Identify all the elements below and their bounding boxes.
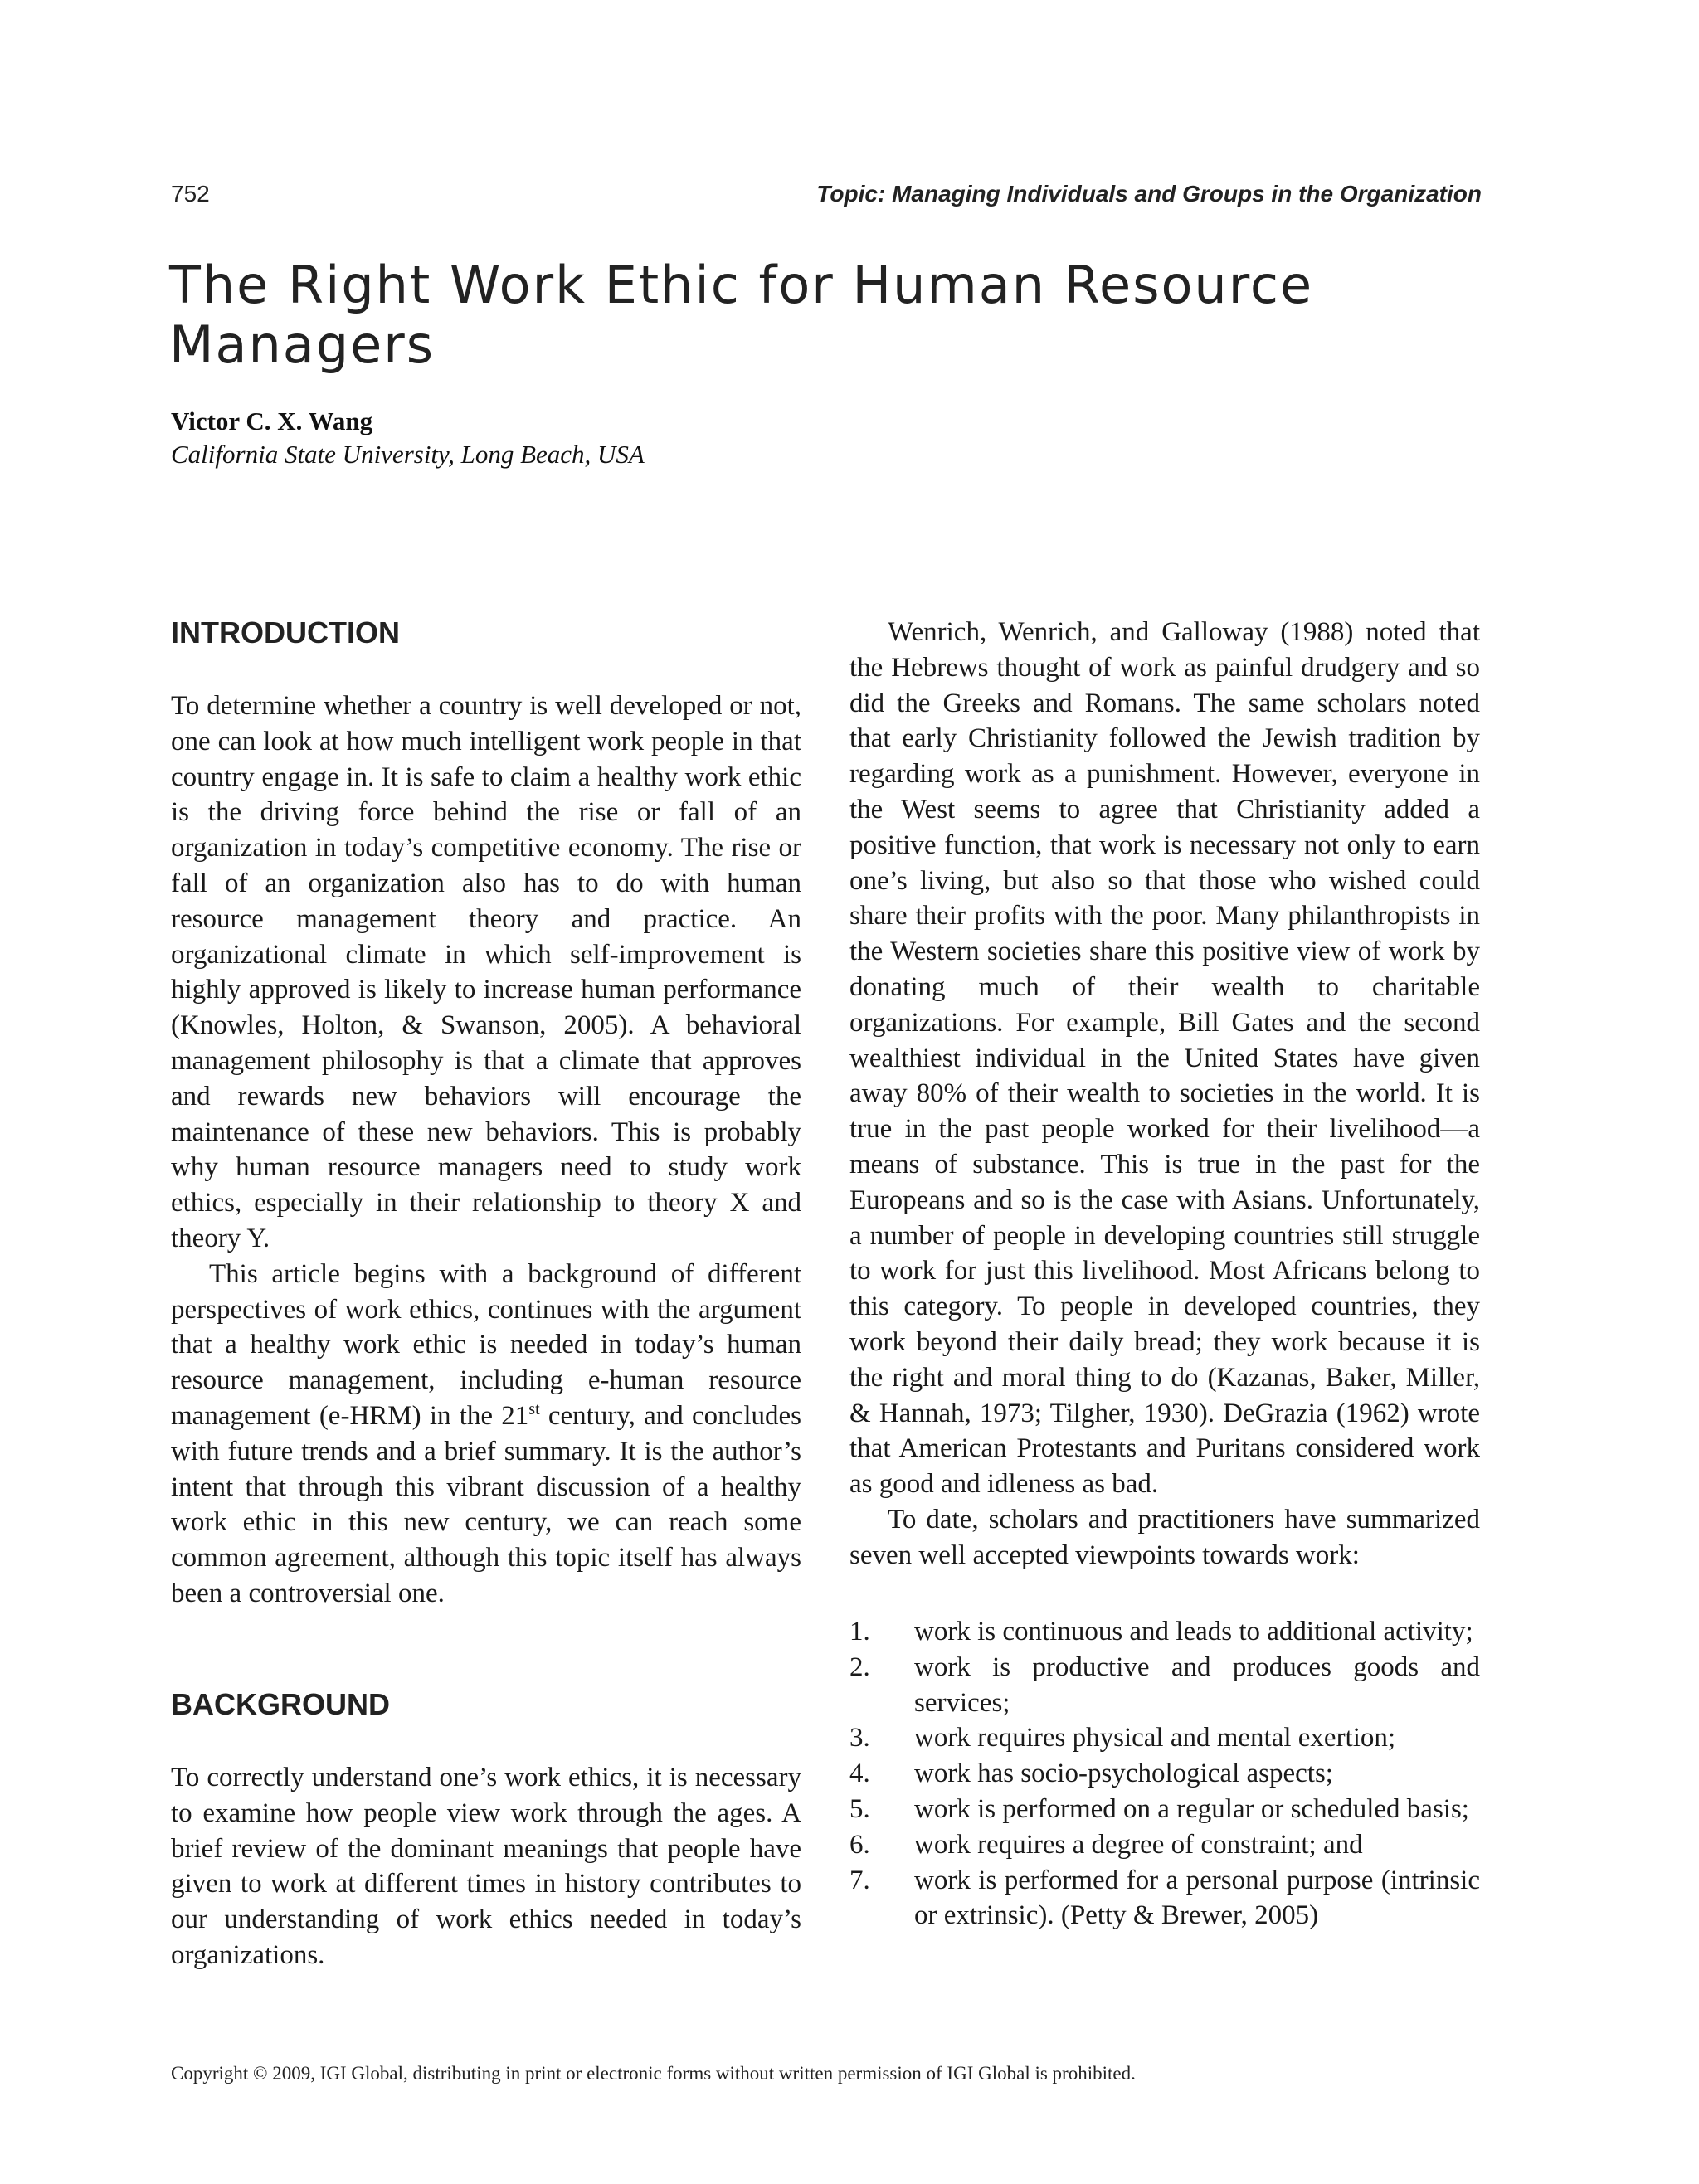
list-item	[850, 1756, 1480, 1792]
introduction-body	[171, 688, 801, 1612]
background-paragraph-1: To correctly understand one’s work ethics, it is necessary to examine how people view work through the ages. A brief review of the dominant meanings that people have given to work at different times in history contributes to our understanding of work ethics needed in today’s organizations.	[171, 1763, 801, 1970]
list-item	[850, 1614, 1480, 1650]
background-heading: BACKGROUND	[171, 1687, 390, 1721]
list-item	[850, 1827, 1480, 1863]
list-item-number: 4.	[850, 1758, 870, 1789]
work-viewpoints-list	[850, 1614, 1480, 1933]
list-item	[850, 1792, 1480, 1827]
running-head: Topic: Managing Individuals and Groups in the Organization	[816, 181, 1482, 207]
right-column-body	[850, 615, 1480, 1574]
right-paragraph-1: Wenrich, Wenrich, and Galloway (1988) noted that the Hebrews thought of work as painful drudgery and so did the Greeks and Romans. The same scholars noted that early Christianity followed the Jewish tradition by regarding work as a punishment. However, everyone in the West seems to agree that Christianity added a positive function, that work is necessary not only to earn one’s living, but also so that those who wished could share their profits with the poor. Many philanthropists in the Western societies share this positive view of work by donating much of their wealth to charitable organizations. For example, Bill Gates and the second wealthiest individual in the United States have given away 80% of their wealth to societies in the world. It is true in the past people worked for their livelihood—a means of substance. This is true in the past for the Europeans and so is the case with Asians. Unfortunately, a number of people in developing countries still struggle to work for just this livelihood. Most Africans belong to this category. To people in developed countries, they work beyond their daily bread; they work because it is the right and moral thing to do (Kazanas, Baker, Miller, & Hannah, 1973; Tilgher, 1930). DeGrazia (1962) wrote that American Protestants and Puritans considered work as good and idleness as bad.	[850, 617, 1480, 1500]
background-body	[171, 1760, 801, 1973]
list-item-text: work is performed for a personal purpose (intrinsic or extrinsic). (Petty & Brewer, 2005)	[914, 1865, 1480, 1931]
list-item-text: work has socio-psychological aspects;	[914, 1758, 1333, 1789]
list-item-text: work is productive and produces goods and services;	[914, 1651, 1480, 1718]
list-item-text: work is performed on a regular or scheduled basis;	[914, 1793, 1469, 1824]
list-item-number: 5.	[850, 1793, 870, 1824]
list-item-number: 1.	[850, 1617, 870, 1647]
author-name: Victor C. X. Wang	[171, 406, 373, 435]
list-item-number: 3.	[850, 1723, 870, 1754]
article-title: The Right Work Ethic for Human Resource Managers	[169, 255, 1314, 375]
list-item-text: work requires physical and mental exertion;	[914, 1723, 1396, 1754]
list-item-number: 2.	[850, 1651, 870, 1682]
introduction-paragraph-1: To determine whether a country is well developed or not, one can look at how much intelligent work people in that country engage in. It is safe to claim a healthy work ethic is the driving force behind the rise or fall of an organization in today’s competitive economy. The rise or fall of an organization also has to do with human resource management theory and practice. An organizational climate in which self-improvement is highly approved is likely to increase human performance (Knowles, Holton, & Swanson, 2005). A behavioral management philosophy is that a climate that approves and rewards new behaviors will encourage the maintenance of these new behaviors. This is probably why human resource managers need to study work ethics, especially in their relationship to theory X and theory Y.	[171, 691, 801, 1253]
list-item	[850, 1650, 1480, 1721]
introduction-paragraph-2-text-b: century, and concludes with future trends and a brief summary. It is the author’s intent that through this vibrant discussion of a healthy work ethic in this new century, we can reach some common agreement, although this topic itself has always been a controversial one.	[171, 1400, 801, 1608]
introduction-heading: INTRODUCTION	[171, 615, 400, 649]
right-paragraph-2: To date, scholars and practitioners have summarized seven well accepted viewpoints towards work:	[850, 1504, 1480, 1570]
page-number: 752	[171, 181, 210, 207]
author-affiliation: California State University, Long Beach, USA	[171, 440, 645, 469]
ordinal-superscript: st	[528, 1399, 540, 1418]
list-item-number: 7.	[850, 1865, 870, 1895]
introduction-paragraph-2-text-a: This article begins with a background of different perspectives of work ethics, continues with the argument that a healthy work ethic is needed in today’s human resource management, including e-human resource management (e-HRM) in the 21	[171, 1258, 801, 1431]
list-item	[850, 1863, 1480, 1934]
list-item-text: work requires a degree of constraint; and	[914, 1829, 1363, 1860]
introduction-paragraph-2	[171, 1257, 801, 1612]
copyright-notice: Copyright © 2009, IGI Global, distributing in print or electronic forms without written permission of IGI Global is prohibited.	[171, 2063, 1136, 2084]
list-item-number: 6.	[850, 1829, 870, 1860]
list-item	[850, 1720, 1480, 1756]
list-item-text: work is continuous and leads to additional activity;	[914, 1617, 1473, 1647]
